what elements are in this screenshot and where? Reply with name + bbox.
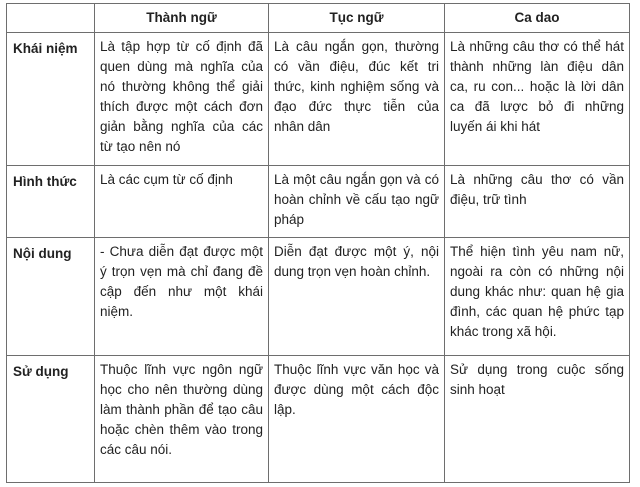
row-label-noi-dung: Nội dung	[7, 238, 95, 356]
cell-ca-dao: Là những câu thơ có vần điệu, trữ tình	[445, 165, 630, 238]
table-row	[7, 33, 630, 166]
cell-ca-dao: Là những câu thơ có thể hát thành những làn điệu dân ca, ru con... hoặc là lời dân ca đã lược bỏ đi những luyến ái khi hát	[445, 33, 630, 166]
cell-tuc-ngu: Thuộc lĩnh vực văn học và được dùng một cách độc lập.	[269, 356, 445, 483]
header-row	[7, 4, 630, 33]
row-label-su-dung: Sử dụng	[7, 356, 95, 483]
cell-ca-dao: Sử dụng trong cuộc sống sinh hoạt	[445, 356, 630, 483]
cell-thanh-ngu: Là tập hợp từ cố định đã quen dùng mà nghĩa của nó thường không thể giải thích được một cách đơn giản bằng nghĩa của các từ tạo nên nó	[95, 33, 269, 166]
cell-thanh-ngu: - Chưa diễn đạt được một ý trọn vẹn mà chỉ đang đề cập đến như một khái niệm.	[95, 238, 269, 356]
row-label-hinh-thuc: Hình thức	[7, 165, 95, 238]
header-thanh-ngu: Thành ngữ	[95, 4, 269, 33]
cell-thanh-ngu: Thuộc lĩnh vực ngôn ngữ học cho nên thường dùng làm thành phần để tạo câu hoặc chèn thêm vào trong các câu nói.	[95, 356, 269, 483]
table-row	[7, 165, 630, 238]
cell-ca-dao: Thể hiện tình yêu nam nữ, ngoài ra còn có những nội dung khác như: quan hệ gia đình, các quan hệ phức tạp khác trong xã hội.	[445, 238, 630, 356]
table-row	[7, 238, 630, 356]
cell-thanh-ngu: Là các cụm từ cố định	[95, 165, 269, 238]
cell-tuc-ngu: Là một câu ngắn gọn và có hoàn chỉnh về cấu tạo ngữ pháp	[269, 165, 445, 238]
comparison-table	[6, 3, 630, 483]
header-tuc-ngu: Tục ngữ	[269, 4, 445, 33]
row-label-khai-niem: Khái niệm	[7, 33, 95, 166]
header-corner	[7, 4, 95, 33]
table-row	[7, 356, 630, 483]
cell-tuc-ngu: Diễn đạt được một ý, nội dung trọn vẹn hoàn chỉnh.	[269, 238, 445, 356]
header-ca-dao: Ca dao	[445, 4, 630, 33]
cell-tuc-ngu: Là câu ngắn gọn, thường có vần điệu, đúc kết tri thức, kinh nghiệm sống và đạo đức thực tiễn của nhân dân	[269, 33, 445, 166]
